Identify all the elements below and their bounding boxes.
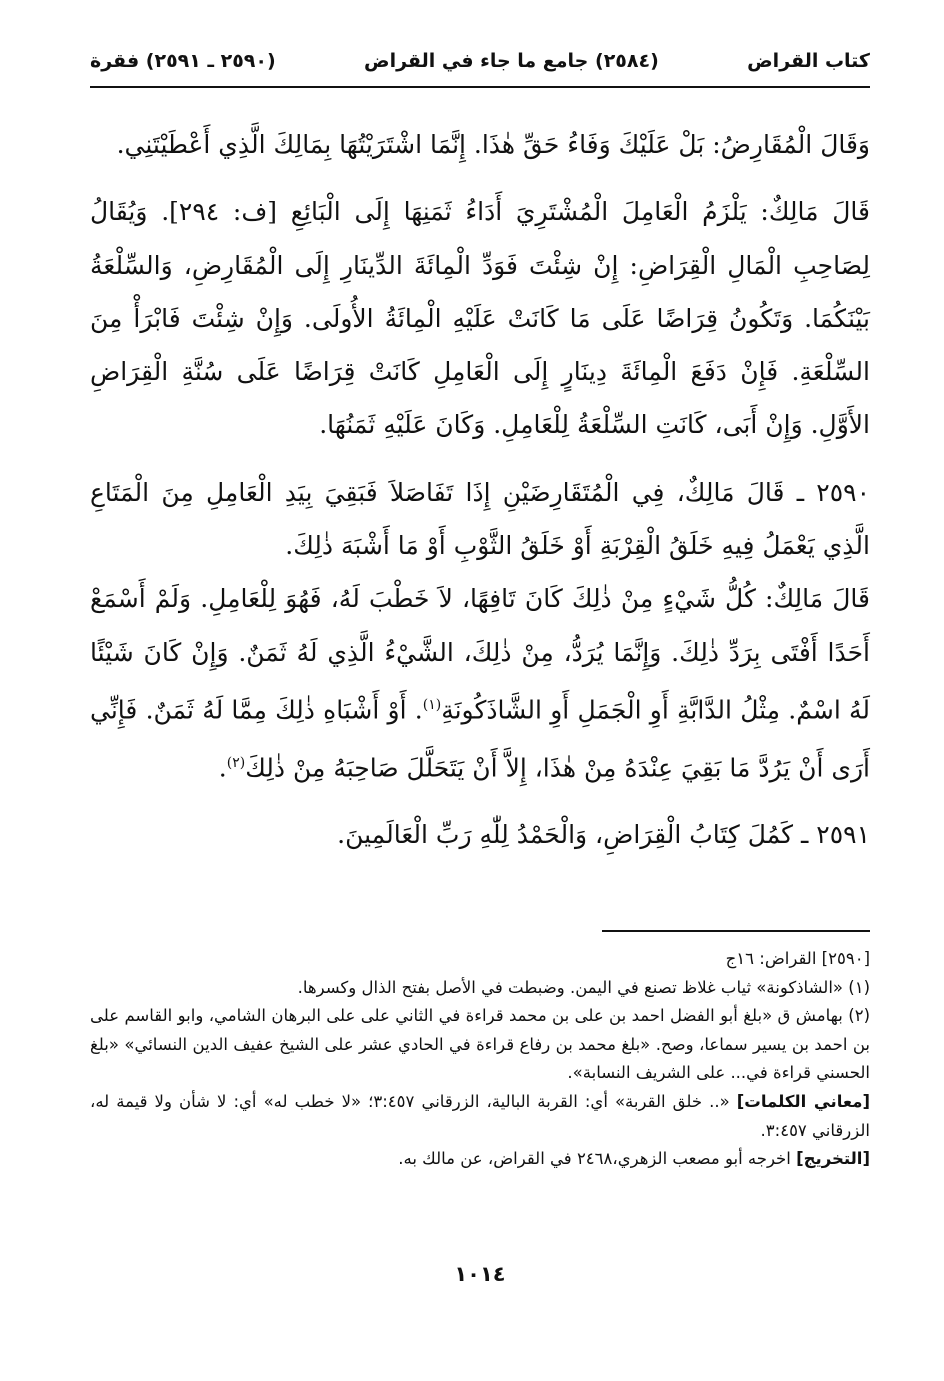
takhrij-label: [التخريج] [796,1149,870,1169]
page-number: ١٠١٤ [454,1262,506,1286]
paragraph-2590: ٢٥٩٠ ـ قَالَ مَالِكٌ، فِي الْمُتَقَارِضَيْنِ إِذَا تَفَاصَلاَ فَبَقِيَ بِيَدِ الْعَامِلِ مِنَ الْمَتَاعِ الَّذِي يَعْمَلُ فِيهِ خَلَقُ الْقِرْبَةِ أَوْ خَلَقُ الثَّوْبِ أَوْ مَا أَشْبَهَ ذٰلِكَ. [90,477,870,561]
ruling-text-a: قَالَ مَالِكٌ: كُلُّ شَيْءٍ مِنْ ذٰلِكَ كَانَ تَافِهًا، لاَ خَطْبَ لَهُ، فَهُوَ لِلْعَامِلِ. وَلَمْ أَسْمَعْ أَحَدًا أَفْتَى بِرَدِّ ذٰلِكَ. وَإِنَّمَا يُرَدُّ، مِنْ ذٰلِكَ، الشَّيْءُ الَّذِي لَهُ ثَمَنٌ. وَإِنْ كَانَ شَيْئًا لَهُ اسْمٌ. مِثْلُ الدَّابَّةِ أَوِ الْجَمَلِ أَوِ الشَّاذَكُونَةِ [90,584,870,725]
paragraph-2591: ٢٥٩١ ـ كَمُلَ كِتَابُ الْقِرَاضِ، وَالْحَمْدُ لِلّٰهِ رَبِّ الْعَالَمِينَ. [337,820,870,850]
paragraph-2: قَالَ مَالِكٌ: يَلْزَمُ الْعَامِلَ الْمُشْتَرِيَ أَدَاءُ ثَمَنِهَا إِلَى الْبَائِعِ [ف: ٢٩٤]. وَيُقَالُ لِصَاحِبِ الْمَالِ الْقِرَاضِ: إِنْ شِئْتَ فَوَدِّ الْمِائَةَ الدِّينَارِ إِلَى الْمُقَارِضِ، وَالسِّلْعَةُ بَيْنَكُمَا. وَتَكُونُ قِرَاضًا عَلَى مَا كَانَتْ عَلَيْهِ الْمِائَةُ الأُولَى. وَإِنْ شِئْتَ فَابْرَأْ مِنَ السِّلْعَةِ. فَإِنْ دَفَعَ الْمِائَةَ دِينَارٍ إِلَى الْعَامِلِ كَانَتْ قِرَاضًا عَلَى سُنَّةِ الْقِرَاضِ الأَوَّلِ. وَإِنْ أَبَى، كَانَتِ السِّلْعَةُ لِلْعَامِلِ. وَكَانَ عَلَيْهِ ثَمَنُهَا. [90,197,870,440]
header-chapter: (٢٥٨٤) جامع ما جاء في القراض [364,50,659,72]
footnote-1: (١) «الشاذكونة» ثياب غلاظ تصنع في اليمن. وضبطت في الأصل بفتح الذال وكسرها. [297,977,870,997]
word-meanings-text: «.. خلق القربة» أي: القربة البالية، الزرقاني ٣:٤٥٧؛ «لا خطب له» أي: لا شأن ولا قيمة له، الزرقاني ٣:٤٥٧. [90,1091,870,1140]
footnote-marker-2[interactable]: (٢) [226,754,246,771]
paragraph-malik-ruling [90,572,870,794]
header-paragraph-range: (٢٥٩٠ ـ ٢٥٩١) فقرة [90,50,276,72]
word-meanings [90,1088,870,1145]
ruling-text-b: . أَوْ أَشْبَاهِ ذٰلِكَ مِمَّا لَهُ ثَمَنٌ. فَإِنِّي أَرَى أَنْ يَرُدَّ مَا بَقِيَ عِنْدَهُ مِنْ هٰذَا، إِلاَّ أَنْ يَتَحَلَّلَ صَاحِبَهُ مِنْ ذٰلِكَ [90,695,870,782]
note-reference: [٢٥٩٠] القراض: ١٦ج [725,949,870,968]
running-header [90,44,870,78]
word-meanings-label: [معاني الكلمات] [736,1091,870,1111]
footnotes [90,945,870,1174]
main-text [90,118,870,862]
header-divider [90,86,870,88]
footnote-2: (٢) بهامش ق «بلغ أبو الفضل احمد بن على بن محمد قراءة في الثاني على على البرهان الشامي، وابو القاسم على بن احمد بن يسير سماعا، وصح. «بلغ محمد بن رفاع قراءة في الحادي عشر على الشيخ عفيف الدين النسائي» «بلغ الحسني قراءة في... على الشريف النسابة». [90,1006,870,1083]
paragraph-1: وَقَالَ الْمُقَارِضُ: بَلْ عَلَيْكَ وَفَاءُ حَقِّ هٰذَا. إِنَّمَا اشْتَرَيْتُهَا بِمَالِكَ الَّذِي أَعْطَيْتَنِي. [116,130,870,159]
footnote-marker-1[interactable]: (١) [422,696,442,713]
header-book-title: كتاب القراض [747,50,870,72]
ruling-text-c: . [218,752,227,782]
takhrij-text: اخرجه أبو مصعب الزهري،٢٤٦٨ في القراض، عن مالك به. [398,1149,797,1169]
takhrij [90,1145,870,1174]
footnote-divider [602,930,870,932]
